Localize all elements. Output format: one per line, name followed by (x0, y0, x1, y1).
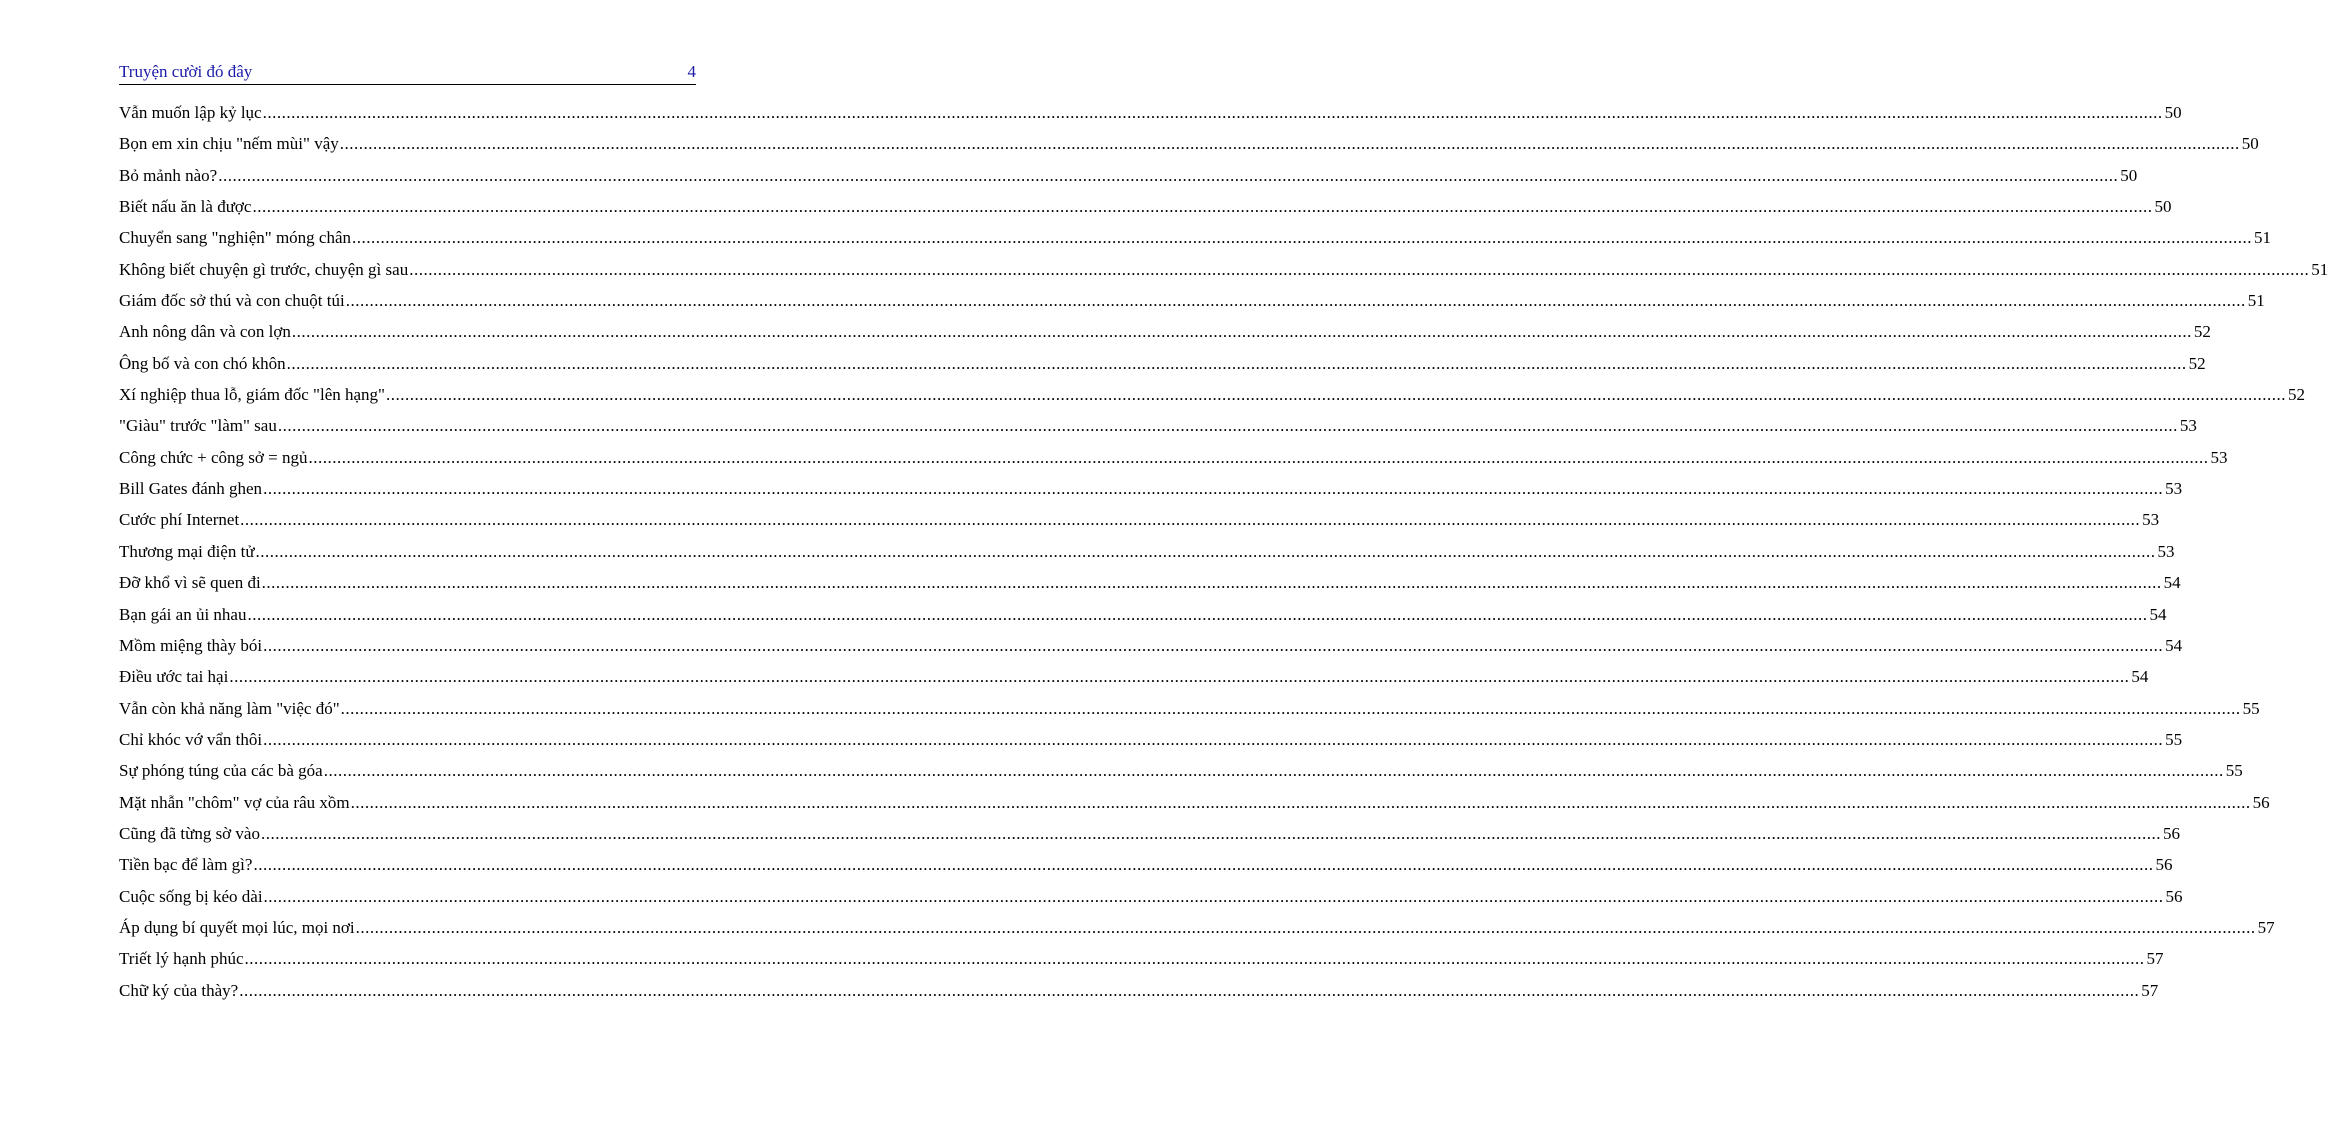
toc-entry[interactable] (119, 665, 2149, 696)
toc-entry-page: 56 (2252, 792, 2270, 812)
toc-entry-page: 52 (2193, 322, 2211, 342)
toc-entry[interactable] (119, 885, 2183, 916)
toc-entry-title: Chữ ký của thày? (119, 980, 239, 1000)
header-title: Truyện cười đó đây (119, 62, 253, 81)
toc-entry-title: Vẫn còn khả năng làm "việc đó" (119, 698, 340, 718)
toc-entry[interactable] (119, 759, 2243, 790)
toc-dot-leader: ................................................................................................................................................................................................................................................................................................................................................................................................................ (409, 259, 2310, 279)
toc-entry[interactable] (119, 132, 2259, 163)
toc-entry-title: Cước phí Internet (119, 510, 240, 530)
toc-entry[interactable] (119, 320, 2211, 351)
toc-entry-page: 51 (2254, 228, 2272, 248)
toc-dot-leader: ................................................................................................................................................................................................................................................................................................................................................................................................................ (239, 980, 2140, 1000)
toc-entry-page: 57 (2141, 980, 2159, 1000)
toc-dot-leader: ................................................................................................................................................................................................................................................................................................................................................................................................................ (386, 385, 2286, 405)
toc-dot-leader: ................................................................................................................................................................................................................................................................................................................................................................................................................ (218, 165, 2119, 185)
toc-entry-title: Tiền bạc để làm gì? (119, 855, 253, 875)
toc-entry-title: Mặt nhẫn "chôm" vợ của râu xồm (119, 792, 350, 812)
toc-entry-page: 56 (2165, 886, 2183, 906)
page-header (119, 60, 696, 85)
toc-entry-title: Không biết chuyện gì trước, chuyện gì sau (119, 259, 409, 279)
toc-dot-leader: ................................................................................................................................................................................................................................................................................................................................................................................................................ (323, 761, 2224, 781)
toc-entry[interactable] (119, 226, 2272, 257)
toc-entry-page: 50 (2154, 197, 2172, 217)
toc-entry-page: 56 (2162, 823, 2180, 843)
toc-entry-page: 50 (2120, 165, 2138, 185)
toc-entry[interactable] (119, 258, 2328, 289)
toc-entry-page: 53 (2157, 541, 2175, 561)
toc-dot-leader: ................................................................................................................................................................................................................................................................................................................................................................................................................ (263, 479, 2164, 499)
toc-entry-title: Chỉ khóc vớ vẩn thôi (119, 729, 263, 749)
toc-entry-title: Bạn gái an ủi nhau (119, 604, 247, 624)
toc-dot-leader: ................................................................................................................................................................................................................................................................................................................................................................................................................ (247, 604, 2148, 624)
toc-dot-leader: ................................................................................................................................................................................................................................................................................................................................................................................................................ (229, 667, 2130, 687)
toc-entry[interactable] (119, 446, 2228, 477)
toc-entry-page: 54 (2131, 667, 2149, 687)
toc-entry[interactable] (119, 289, 2265, 320)
toc-dot-leader: ................................................................................................................................................................................................................................................................................................................................................................................................................ (277, 416, 2178, 436)
toc-dot-leader: ................................................................................................................................................................................................................................................................................................................................................................................................................ (308, 447, 2209, 467)
toc-entry[interactable] (119, 164, 2138, 195)
toc-dot-leader: ................................................................................................................................................................................................................................................................................................................................................................................................................ (262, 103, 2163, 122)
toc-entry-title: Đỡ khổ vì sẽ quen đi (119, 573, 261, 593)
toc-entry-title: Xí nghiệp thua lỗ, giám đốc "lên hạng" (119, 385, 385, 405)
toc-entry[interactable] (119, 697, 2260, 728)
toc-entry-page: 55 (2225, 761, 2243, 781)
toc-entry-title: Giám đốc sở thú và con chuột túi (119, 291, 345, 311)
toc-entry-page: 55 (2165, 729, 2183, 749)
toc-entry-title: Sự phóng túng của các bà góa (119, 761, 323, 781)
toc-entry-page: 53 (2165, 479, 2183, 499)
toc-entry-page: 57 (2146, 949, 2164, 969)
toc-dot-leader: ................................................................................................................................................................................................................................................................................................................................................................................................................ (339, 134, 2240, 154)
toc-entry[interactable] (119, 195, 2172, 226)
toc-entry[interactable] (119, 979, 2159, 1010)
toc-dot-leader: ................................................................................................................................................................................................................................................................................................................................................................................................................ (291, 322, 2192, 342)
toc-entry-page: 51 (2247, 291, 2265, 311)
toc-entry-page: 50 (2164, 103, 2182, 122)
toc-dot-leader: ................................................................................................................................................................................................................................................................................................................................................................................................................ (240, 510, 2141, 530)
toc-entry-page: 52 (2288, 385, 2305, 405)
toc-dot-leader: ................................................................................................................................................................................................................................................................................................................................................................................................................ (340, 698, 2241, 718)
toc-dot-leader: ................................................................................................................................................................................................................................................................................................................................................................................................................ (253, 855, 2154, 875)
toc-entry-title: Bỏ mảnh nào? (119, 165, 218, 185)
toc-entry[interactable] (119, 383, 2305, 414)
toc-entry[interactable] (119, 477, 2183, 508)
toc-entry-title: Điều ước tai hại (119, 667, 229, 687)
toc-entry-page: 54 (2165, 635, 2183, 655)
toc-entry-page: 53 (2179, 416, 2197, 436)
toc-entry-title: Bill Gates đánh ghen (119, 479, 263, 499)
toc-dot-leader: ................................................................................................................................................................................................................................................................................................................................................................................................................ (263, 729, 2164, 749)
toc-dot-leader: ................................................................................................................................................................................................................................................................................................................................................................................................................ (260, 823, 2161, 843)
toc-entry-title: Áp dụng bí quyết mọi lúc, mọi nơi (119, 917, 355, 937)
toc-entry-title: Mồm miệng thày bói (119, 635, 263, 655)
toc-entry[interactable] (119, 916, 2275, 947)
toc-entry-title: Công chức + công sở = ngủ (119, 447, 308, 467)
toc-entry-title: "Giàu" trước "làm" sau (119, 416, 277, 436)
toc-entry-page: 53 (2142, 510, 2160, 530)
toc-dot-leader: ................................................................................................................................................................................................................................................................................................................................................................................................................ (261, 573, 2162, 593)
toc-entry-title: Ông bố và con chó khôn (119, 353, 286, 373)
toc-entry[interactable] (119, 822, 2180, 853)
toc-entry-title: Biết nấu ăn là được (119, 197, 252, 217)
toc-entry-title: Thương mại điện tử (119, 541, 255, 561)
toc-entry-page: 52 (2188, 353, 2206, 373)
toc-dot-leader: ................................................................................................................................................................................................................................................................................................................................................................................................................ (352, 228, 2253, 248)
header-page-number: 4 (687, 62, 696, 81)
toc-entry[interactable] (119, 352, 2206, 383)
toc-dot-leader: ................................................................................................................................................................................................................................................................................................................................................................................................................ (263, 886, 2164, 906)
toc-entry-title: Triết lý hạnh phúc (119, 949, 244, 969)
toc-dot-leader: ................................................................................................................................................................................................................................................................................................................................................................................................................ (355, 917, 2256, 937)
toc-entry-page: 51 (2311, 259, 2328, 279)
toc-entry[interactable] (119, 947, 2164, 978)
toc-entry-title: Bọn em xin chịu "nếm mùi" vậy (119, 134, 339, 154)
toc-entry[interactable] (119, 634, 2183, 665)
toc-entry[interactable] (119, 603, 2167, 634)
toc-dot-leader: ................................................................................................................................................................................................................................................................................................................................................................................................................ (244, 949, 2145, 969)
toc-entry[interactable] (119, 540, 2175, 571)
toc-entry-page: 54 (2163, 573, 2181, 593)
toc-entry[interactable] (119, 791, 2270, 822)
toc-dot-leader: ................................................................................................................................................................................................................................................................................................................................................................................................................ (252, 197, 2153, 217)
toc-entry-page: 56 (2155, 855, 2173, 875)
toc-entry-page: 50 (2241, 134, 2259, 154)
toc-dot-leader: ................................................................................................................................................................................................................................................................................................................................................................................................................ (255, 541, 2156, 561)
toc-entry[interactable] (119, 414, 2197, 445)
toc-entry-page: 55 (2242, 698, 2260, 718)
toc-entry[interactable] (119, 853, 2173, 884)
table-of-contents (119, 101, 2328, 1010)
toc-entry[interactable] (119, 101, 2182, 132)
toc-dot-leader: ................................................................................................................................................................................................................................................................................................................................................................................................................ (286, 353, 2187, 373)
toc-entry[interactable] (119, 508, 2160, 539)
toc-entry-title: Vẫn muốn lập kỷ lục (119, 103, 262, 122)
toc-entry-title: Chuyển sang "nghiện" móng chân (119, 228, 352, 248)
toc-entry[interactable] (119, 728, 2183, 759)
toc-dot-leader: ................................................................................................................................................................................................................................................................................................................................................................................................................ (350, 792, 2251, 812)
toc-dot-leader: ................................................................................................................................................................................................................................................................................................................................................................................................................ (345, 291, 2246, 311)
toc-dot-leader: ................................................................................................................................................................................................................................................................................................................................................................................................................ (263, 635, 2164, 655)
toc-entry-title: Cũng đã từng sờ vào (119, 823, 260, 843)
toc-entry-page: 57 (2257, 917, 2275, 937)
toc-entry-title: Anh nông dân và con lợn (119, 322, 291, 342)
toc-entry-page: 53 (2210, 447, 2228, 467)
toc-entry-page: 54 (2149, 604, 2167, 624)
toc-entry-title: Cuộc sống bị kéo dài (119, 886, 263, 906)
toc-entry[interactable] (119, 571, 2181, 602)
